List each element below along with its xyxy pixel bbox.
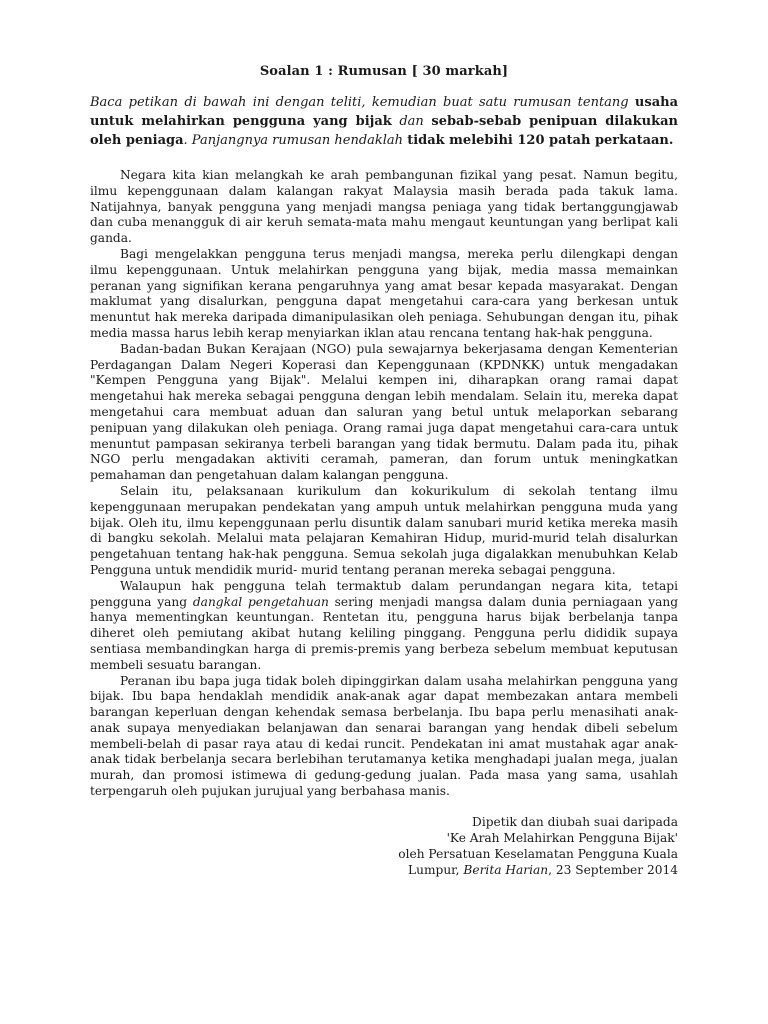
instruction-conjunction: dan — [391, 114, 432, 129]
paragraph-5-part-1: Walaupun hak pengguna telah termaktub dalam perundangan negara kita, tetapi pengguna yang — [90, 578, 678, 609]
citation-line-4 — [90, 862, 678, 878]
source-citation — [90, 814, 678, 878]
citation-date: , 23 September 2014 — [548, 862, 678, 877]
paragraph-3: Badan-badan Bukan Kerajaan (NGO) pula sewajarnya bekerjasama dengan Kementerian Perdagangan Dalam Negeri Koperasi dan Kepenggunaan (KPDNKK) untuk mengadakan "Kempen Pengguna yang Bijak". Melalui kempen ini, diharapkan orang ramai dapat mengetahui hak mereka sebagai pengguna dengan lebih mendalam. Selain itu, mereka dapat mengetahui cara membuat aduan dan saluran yang betul untuk melaporkan sebarang penipuan yang dilakukan oleh peniaga. Orang ramai juga dapat mengetahui cara-cara untuk menuntut pampasan sekiranya terbeli barangan yang tidak bermutu. Dalam pada itu, pihak NGO perlu mengadakan aktiviti ceramah, pameran, dan forum untuk meningkatkan pemahaman dan pengetahuan dalam kalangan pengguna. — [90, 341, 678, 483]
passage — [90, 168, 678, 800]
citation-place: Lumpur, — [408, 862, 464, 877]
paragraph-6: Peranan ibu bapa juga tidak boleh dipinggirkan dalam usaha melahirkan pengguna yang bijak. Ibu bapa hendaklah mendidik anak-anak agar dapat membezakan antara membeli barangan keperluan dengan kehendak semasa berbelanja. Ibu bapa perlu menasihati anak-anak supaya menyediakan belanjawan dan senarai barangan yang hendak dibeli sebelum membeli-belah di pasar raya atau di kedai runcit. Pendekatan ini amat mustahak agar anak-anak tidak berbelanja secara berlebihan terutamanya ketika menghadapi jualan mega, jualan murah, dan promosi istimewa di gedung-gedung jualan. Pada masa yang sama, usahlah terpengaruh oleh pujukan jurujual yang berbahasa manis. — [90, 673, 678, 799]
instruction — [90, 93, 678, 150]
paragraph-4: Selain itu, pelaksanaan kurikulum dan kokurikulum di sekolah tentang ilmu kepenggunaan merupakan pendekatan yang ampuh untuk melahirkan pengguna muda yang bijak. Oleh itu, ilmu kepenggunaan perlu disuntik dalam sanubari murid ketika mereka masih di bangku sekolah. Melalui mata pelajaran Kemahiran Hidup, murid-murid telah disalurkan pengetahuan tentang hak-hak pengguna. Semua sekolah juga digalakkan menubuhkan Kelab Pengguna untuk mendidik murid- murid tentang peranan mereka sebagai pengguna. — [90, 483, 678, 577]
paragraph-5-emphasis: dangkal pengetahuan — [192, 594, 329, 609]
instruction-text: Baca petikan di bawah ini dengan teliti, kemudian buat satu rumusan tentang — [90, 95, 635, 110]
instruction-length-text: . Panjangnya rumusan hendaklah — [183, 133, 408, 148]
paragraph-5 — [90, 579, 678, 674]
paragraph-1: Negara kita kian melangkah ke arah pembangunan fizikal yang pesat. Namun begitu, ilmu kepenggunaan dalam kalangan rakyat Malaysia masih berada pada takuk lama. Natijahnya, banyak pengguna yang menjadi mangsa peniaga yang tidak bertanggungjawab dan cuba menangguk di air keruh semata-mata mahu mengaut keuntungan yang berlipat kali ganda. — [90, 168, 678, 246]
citation-line-2: 'Ke Arah Melahirkan Pengguna Bijak' — [446, 830, 678, 845]
citation-line-1: Dipetik dan diubah suai daripada — [472, 814, 678, 829]
citation-line-3: oleh Persatuan Keselamatan Pengguna Kuala — [398, 846, 678, 861]
instruction-word-limit: tidak melebihi 120 patah perkataan. — [407, 133, 674, 148]
document-page — [90, 64, 678, 878]
instruction-topic-2: sebab-sebab penipuan dilakukan oleh peniaga — [90, 114, 678, 148]
paragraph-2: Bagi mengelakkan pengguna terus menjadi mangsa, mereka perlu dilengkapi dengan ilmu kepenggunaan. Untuk melahirkan pengguna yang bijak, media massa memainkan peranan yang signifikan kerana pengaruhnya yang amat besar kepada masyarakat. Dengan maklumat yang disalurkan, pengguna dapat mengetahui cara-cara yang berkesan untuk menuntut hak mereka daripada dimanipulasikan oleh peniaga. Sehubungan dengan itu, pihak media massa harus lebih kerap menyiarkan iklan atau rencana tentang hak-hak pengguna. — [90, 246, 678, 340]
instruction-topic-1: usaha untuk melahirkan pengguna yang bijak — [90, 95, 678, 129]
citation-newspaper: Berita Harian — [463, 862, 549, 877]
question-title: Soalan 1 : Rumusan [ 30 markah] — [259, 64, 509, 79]
paragraph-5-part-2: sering menjadi mangsa dalam dunia perniagaan yang hanya mementingkan keuntungan. Rentetan itu, pengguna harus bijak berbelanja tanpa diheret oleh pemiutang akibat hutang keliling pinggang. Pengguna perlu dididik supaya sentiasa membandingkan harga di premis-premis yang berbeza sebelum membuat keputusan membeli sesuatu barangan. — [90, 594, 679, 672]
